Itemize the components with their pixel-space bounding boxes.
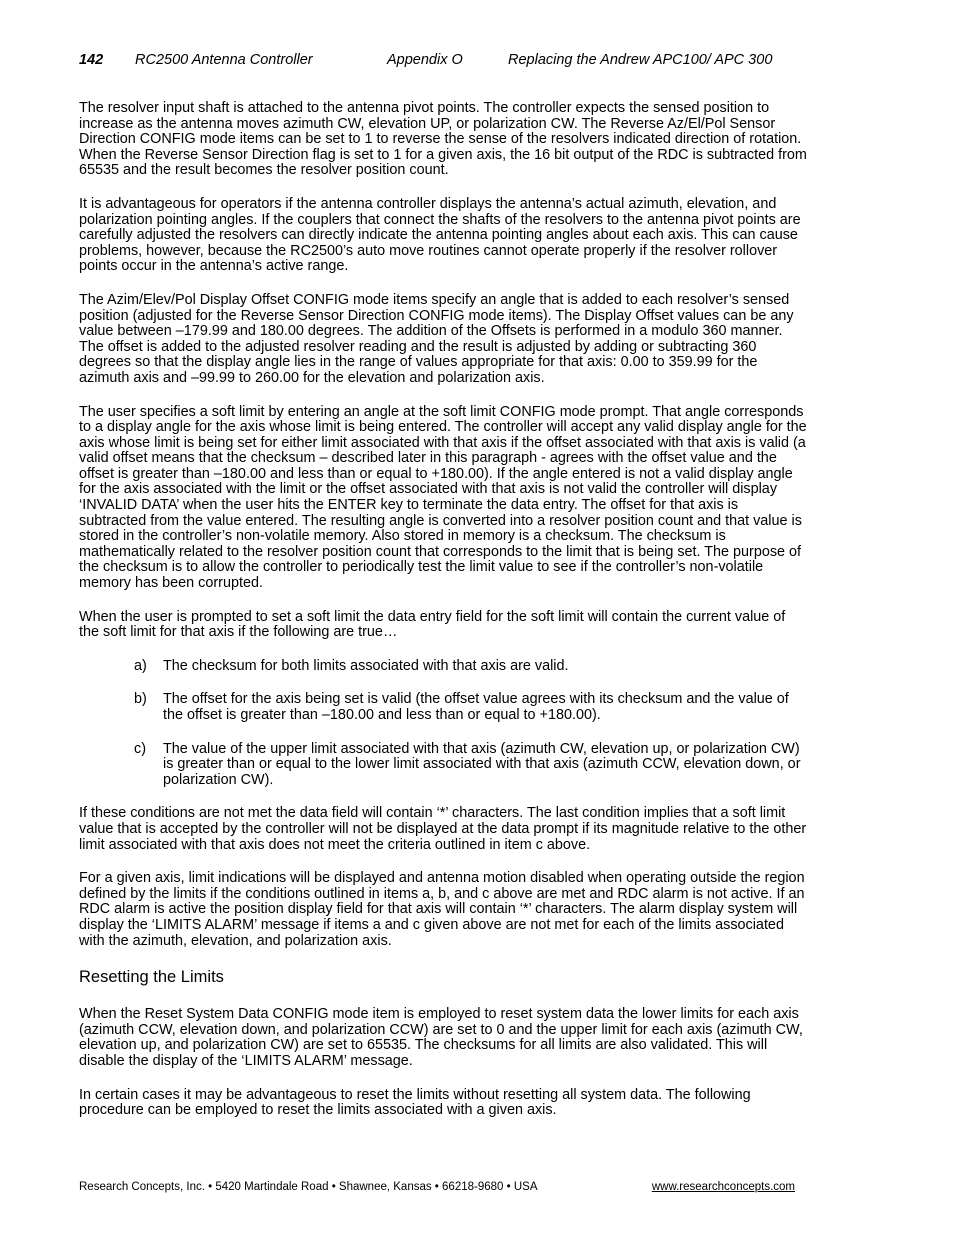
paragraph-limit-prompt: When the user is prompted to set a soft limit the data entry field for the soft limit will contain the current value of the soft limit for that axis if the following are true… bbox=[79, 608, 786, 641]
paragraph-pointing-angles: It is advantageous for operators if the antenna controller displays the antenna’s actual azimuth, elevation, and polarization pointing angles. If the couplers that connect the shafts of the resolvers to the antenna pivot points are carefully adjusted the resolvers can directly indicate the antenna pointing angles about each axis. This can cause problems, however, because the RC2500’s auto move routines cannot operate properly if the resolver rollover points occur in the antenna’s active range. bbox=[79, 195, 801, 275]
list-item-text: The checksum for both limits associated with that axis are valid. bbox=[163, 657, 569, 674]
list-marker: b) bbox=[134, 691, 147, 708]
page-header bbox=[79, 52, 839, 72]
list-item bbox=[79, 692, 809, 723]
section-heading: Resetting the Limits bbox=[79, 968, 224, 987]
list-marker: c) bbox=[134, 740, 146, 757]
website-link[interactable]: www.researchconcepts.com bbox=[651, 1181, 795, 1193]
page-number: 142 bbox=[79, 52, 104, 68]
paragraph-reset-system-data: When the Reset System Data CONFIG mode item is employed to reset system data the lower limits for each axis (azimuth CCW, elevation down, and polarization CCW) are set to 0 and the upper limit for each axis (azimuth CW, elevation up, and polarization CW) are set to 65535. The checksums for all limits are also validated. This will disable the display of the ‘LIMITS ALARM’ message. bbox=[79, 1006, 803, 1069]
page-footer bbox=[79, 1181, 795, 1197]
appendix-label: Appendix O bbox=[387, 52, 463, 68]
product-name: RC2500 Antenna Controller bbox=[135, 52, 313, 68]
list-item bbox=[79, 659, 809, 675]
conditions-list bbox=[79, 659, 809, 789]
paragraph-conditions-not-met: If these conditions are not met the data field will contain ‘*’ characters. The last condition implies that a soft limit value that is accepted by the controller will not be displayed at the data prompt if its magnitude relative to the other limit associated with that axis does not meet the criteria outlined in item c above. bbox=[79, 805, 807, 853]
paragraph-reset-procedure: In certain cases it may be advantageous to reset the limits without resetting all system data. The following procedure can be employed to reset the limits associated with a given axis. bbox=[79, 1086, 751, 1119]
paragraph-resolver-shaft: The resolver input shaft is attached to the antenna pivot points. The controller expects the sensed position to increase as the antenna moves azimuth CW, elevation UP, or polarization CW. The Reverse Az/El/Pol Sensor Direction CONFIG mode items can be set to 1 to reverse the sense of the resolvers indicated direction of rotation. When the Reverse Sensor Direction flag is set to 1 for a given axis, the 16 bit output of the RDC is subtracted from 65535 and the result becomes the resolver position count. bbox=[79, 100, 807, 179]
company-address: Research Concepts, Inc. • 5420 Martindale Road • Shawnee, Kansas • 66218-9680 • USA bbox=[79, 1181, 538, 1193]
paragraph-display-offset: The Azim/Elev/Pol Display Offset CONFIG mode items specify an angle that is added to each resolver’s sensed position (adjusted for the Reverse Sensor Direction CONFIG mode items). The Display Offset values can be any value between –179.99 and 180.00 degrees. The addition of the Offsets is performed in a modulo 360 manner. The offset is added to the adjusted resolver reading and the result is adjusted by adding or subtracting 360 degrees so that the display angle lies in the range of values appropriate for that axis: 0.00 to 359.99 for the azimuth axis and –99.99 to 260.00 for the elevation and polarization axis. bbox=[79, 291, 794, 386]
list-item-text: The offset for the axis being set is valid (the offset value agrees with its checksum and the value of the offset is greater than –180.00 and less than or equal to +180.00). bbox=[163, 691, 789, 723]
paragraph-soft-limit: The user specifies a soft limit by entering an angle at the soft limit CONFIG mode prompt. That angle corresponds to a display angle for the axis whose limit is being entered. The controller will accept any valid display angle for the axis whose limit is being set for either limit associated with that axis if the offset associated with that axis is valid (a valid offset means that the checksum – described later in this paragraph - agrees with the offset value and the offset is greater than –180.00 and less than or equal to +180.00). If the angle entered is not a valid display angle for the axis associated with the limit or the offset associated with that axis is not valid the controller will display ‘INVALID DATA’ when the user hits the ENTER key to terminate the data entry. The offset for that axis is subtracted from the value entered. The resulting angle is converted into a resolver position count and that value is stored in the controller’s non-volatile memory. Also stored in memory is a checksum. The checksum is mathematically related to the resolver position count that corresponds to the limit that is being set. The purpose of the checksum is to allow the controller to periodically test the limit value to see if the controller’s non-volatile memory has been corrupted. bbox=[79, 403, 807, 592]
section-title: Replacing the Andrew APC100/ APC 300 bbox=[508, 52, 773, 68]
list-item bbox=[79, 742, 809, 789]
list-item-text: The value of the upper limit associated with that axis (azimuth CW, elevation up, or polarization CW) is greater than or equal to the lower limit associated with that axis (azimuth CCW, elevation down, or polarization CW). bbox=[163, 740, 801, 788]
page-body bbox=[79, 101, 809, 1137]
paragraph-limit-indications: For a given axis, limit indications will be displayed and antenna motion disabled when operating outside the region defined by the limits if the conditions outlined in items a, b, and c above are met and RDC alarm is not active. If an RDC alarm is active the position display field for that axis will contain ‘*’ characters. The alarm display system will display the ‘LIMITS ALARM’ message if items a and c given above are not met for each of the limits associated with the azimuth, elevation, and polarization axis. bbox=[79, 870, 805, 949]
list-marker: a) bbox=[134, 657, 147, 674]
